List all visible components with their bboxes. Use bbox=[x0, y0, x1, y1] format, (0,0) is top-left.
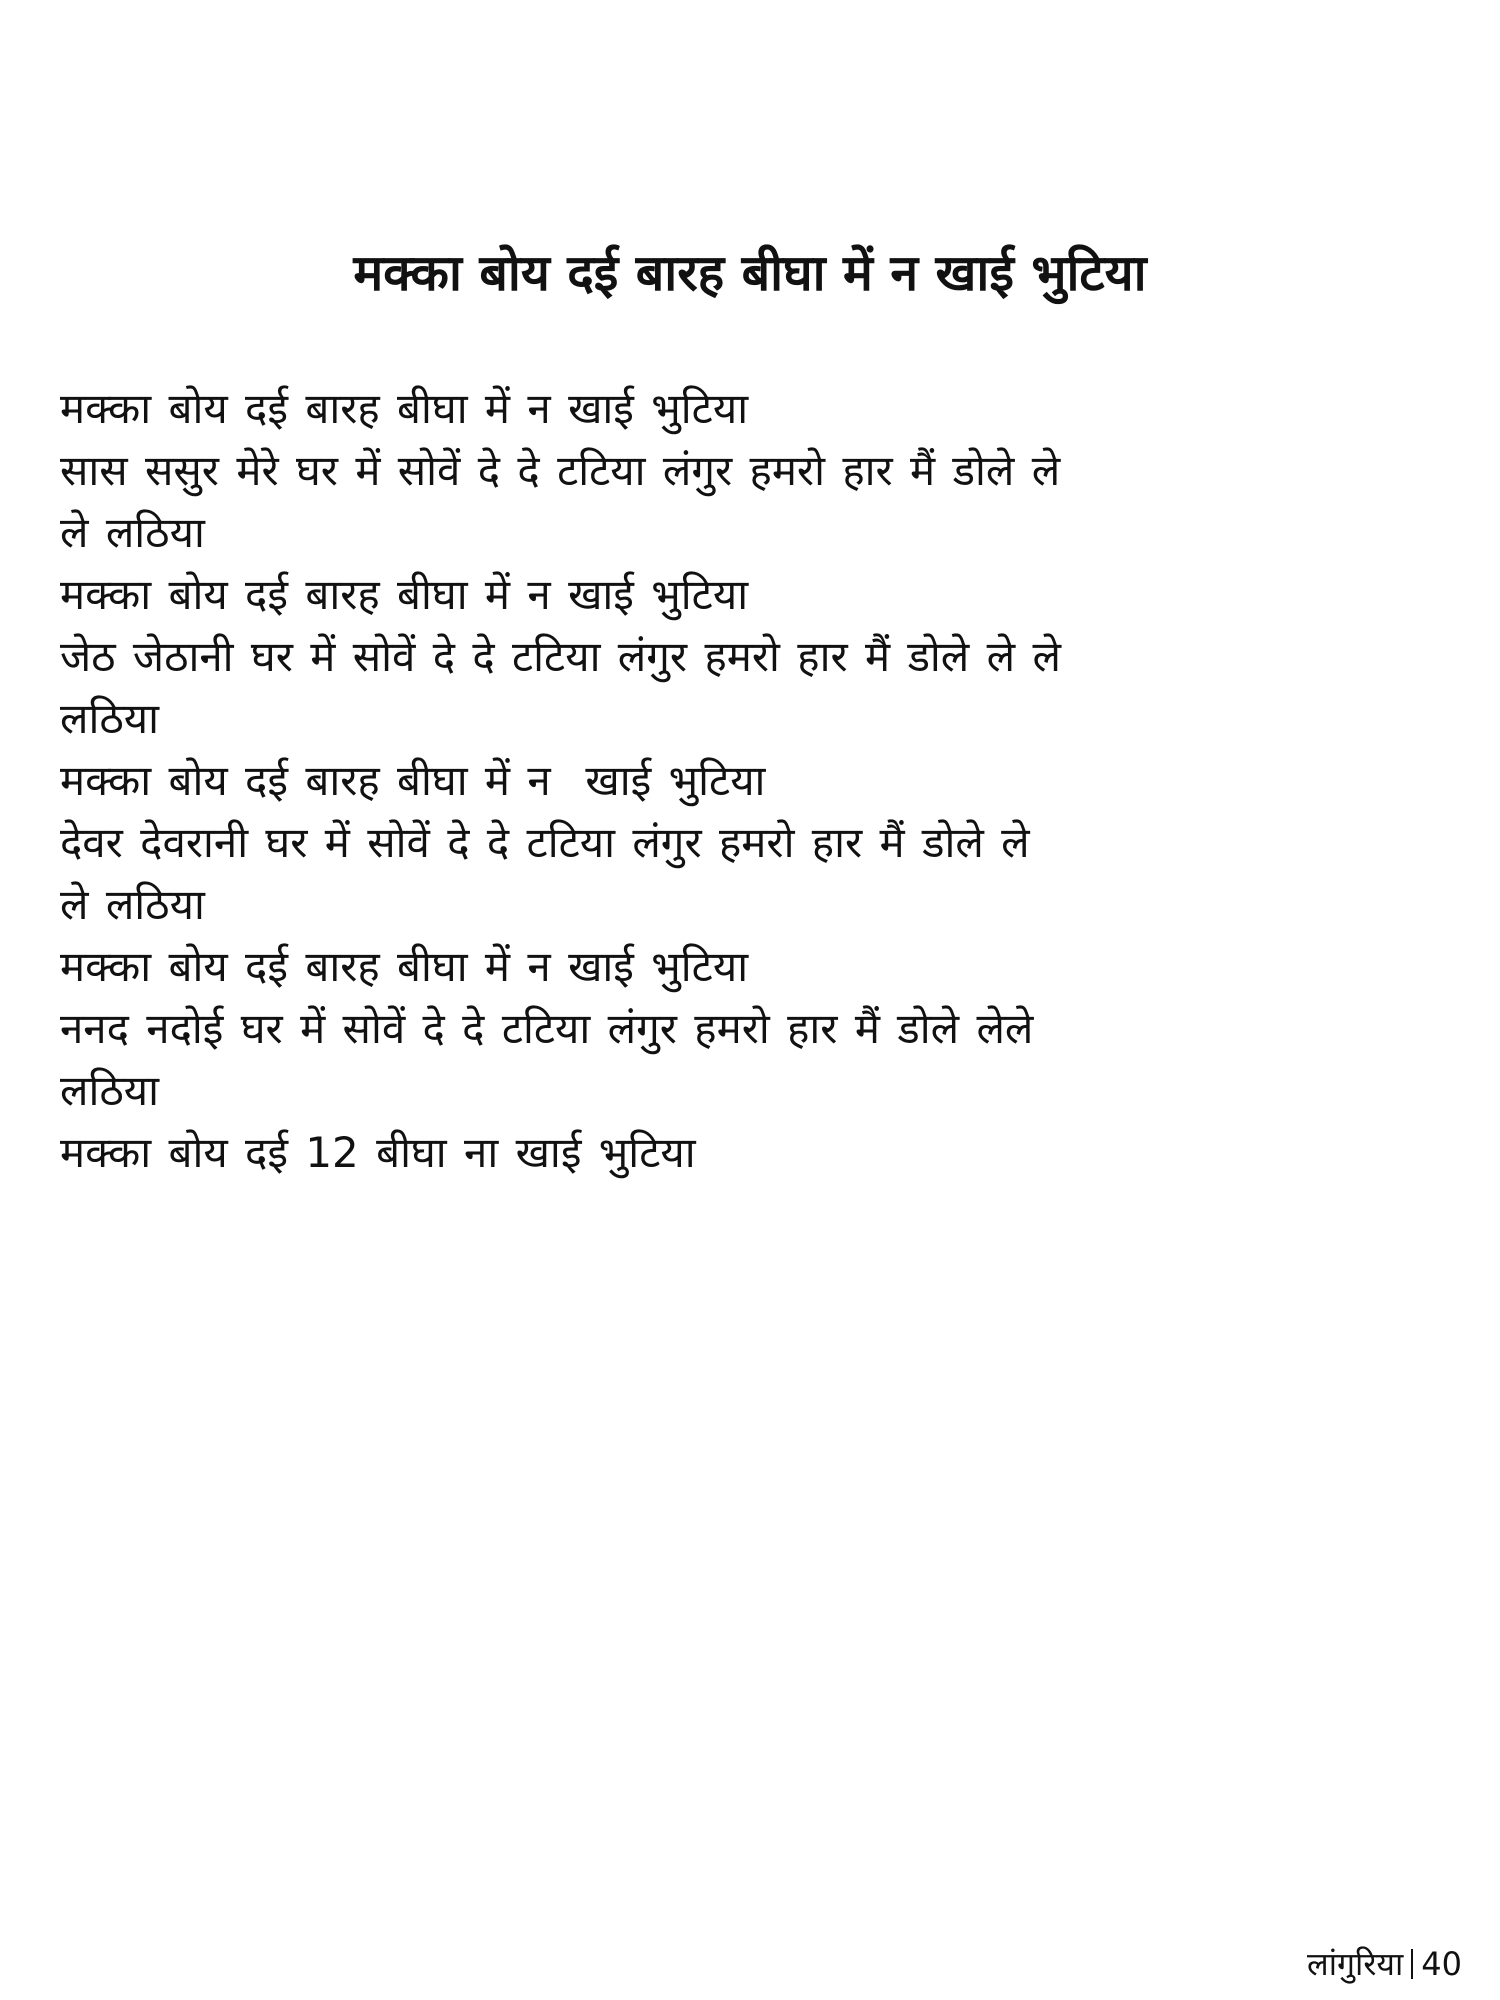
verse-body bbox=[60, 378, 1450, 1184]
footer-separator bbox=[1411, 1949, 1413, 1979]
page-footer bbox=[1307, 1942, 1462, 1986]
verse-line-11: ननद नदोई घर में सोवें दे दे टटिया लंगुर हमरो हार मैं डोले लेले bbox=[60, 1004, 1034, 1053]
verse-line-7: मक्का बोय दई बारह बीघा में न खाई भुटिया bbox=[60, 756, 766, 805]
verse-line-10: मक्का बोय दई बारह बीघा में न खाई भुटिया bbox=[60, 942, 749, 991]
verse-line-13: मक्का बोय दई 12 बीघा ना खाई भुटिया bbox=[60, 1128, 696, 1177]
verse-line-6: लठिया bbox=[60, 694, 159, 743]
verse-line-4: मक्का बोय दई बारह बीघा में न खाई भुटिया bbox=[60, 570, 749, 619]
page-title: मक्का बोय दई बारह बीघा में न खाई भुटिया bbox=[353, 244, 1147, 302]
verse-line-2: सास ससुर मेरे घर में सोवें दे दे टटिया लंगुर हमरो हार मैं डोले ले bbox=[60, 446, 1061, 495]
page-number: 40 bbox=[1421, 1945, 1462, 1983]
verse-line-1: मक्का बोय दई बारह बीघा में न खाई भुटिया bbox=[60, 384, 749, 433]
verse-line-3: ले लठिया bbox=[60, 508, 205, 557]
verse-line-5: जेठ जेठानी घर में सोवें दे दे टटिया लंगुर हमरो हार मैं डोले ले ले bbox=[60, 632, 1061, 681]
verse-line-8: देवर देवरानी घर में सोवें दे दे टटिया लंगुर हमरो हार मैं डोले ले bbox=[60, 818, 1030, 867]
verse-line-12: लठिया bbox=[60, 1066, 159, 1115]
verse-line-9: ले लठिया bbox=[60, 880, 205, 929]
footer-book-title: लांगुरिया bbox=[1307, 1945, 1404, 1983]
